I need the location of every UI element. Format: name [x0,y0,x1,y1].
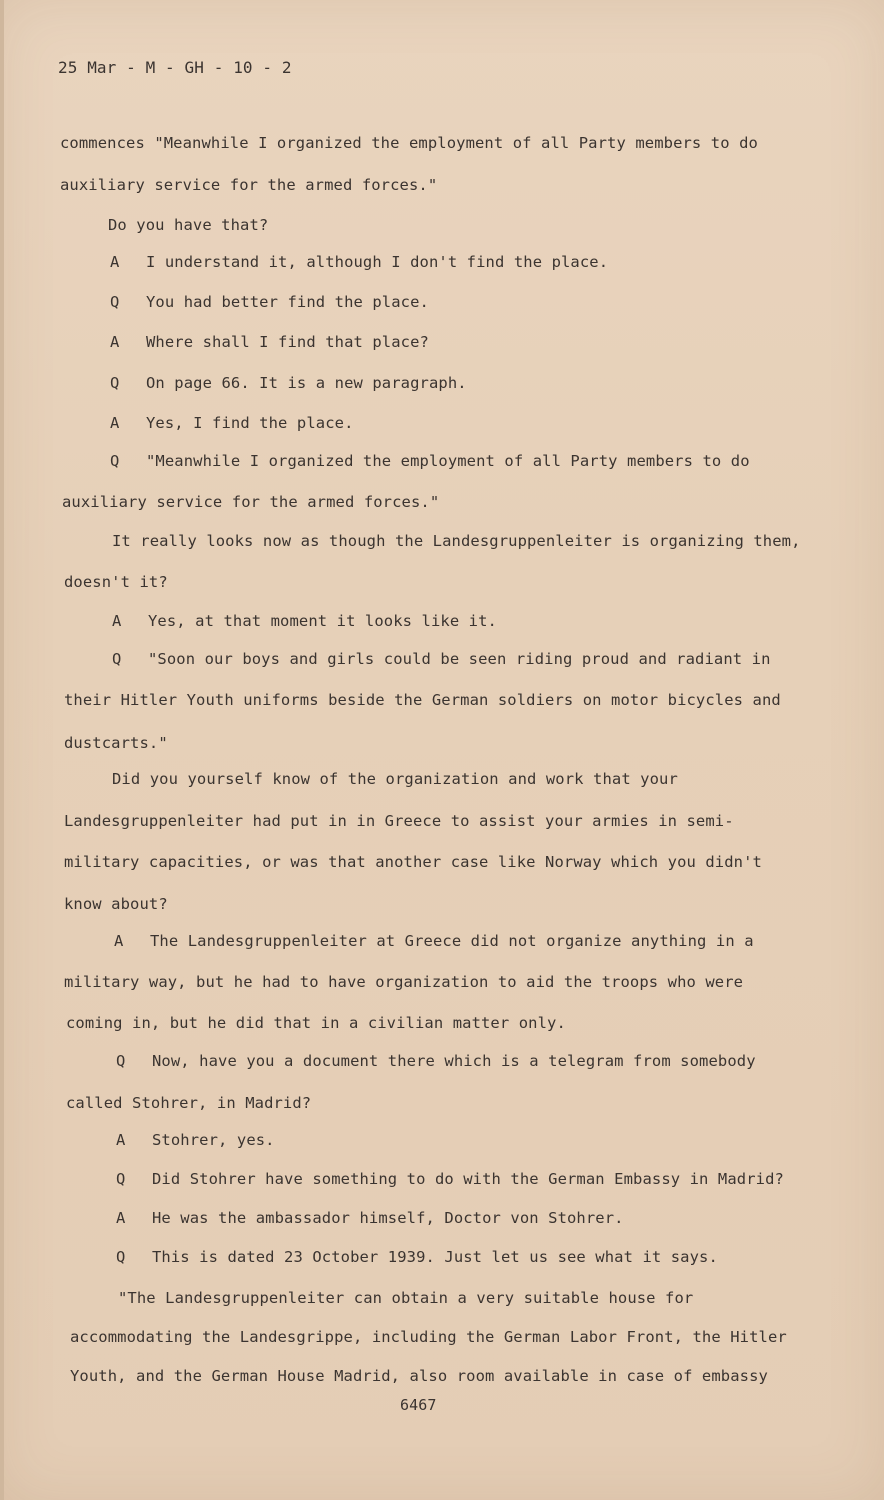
speaker-label: A [114,932,124,950]
transcript-line [114,932,754,950]
line-text: Yes, I find the place. [146,414,354,432]
transcript-line [64,573,168,591]
speaker-label: A [110,333,120,351]
line-text: military capacities, or was that another case like Norway which you didn't [64,853,762,871]
transcript-line [118,1289,693,1307]
transcript-line [62,493,439,511]
transcript-line [70,1328,787,1346]
transcript-line [66,1014,566,1032]
speaker-label: Q [110,452,120,470]
line-text: military way, but he had to have organization to aid the troops who were [64,973,744,991]
transcript-line [60,176,437,194]
line-text: On page 66. It is a new paragraph. [146,374,467,392]
line-text: called Stohrer, in Madrid? [66,1094,312,1112]
line-text: Youth, and the German House Madrid, also room available in case of embassy [70,1367,768,1385]
transcript-line [64,812,734,830]
line-text: their Hitler Youth uniforms beside the German soldiers on motor bicycles and [64,691,781,709]
line-text: "The Landesgruppenleiter can obtain a very suitable house for [118,1289,694,1307]
transcript-line [110,374,467,392]
line-text: Stohrer, yes. [152,1131,275,1149]
transcript-line [60,134,758,152]
page-header: 25 Mar - M - GH - 10 - 2 [58,58,292,77]
transcript-line [116,1170,784,1188]
speaker-label: Q [116,1248,126,1266]
page-number: 6467 [400,1396,437,1414]
line-text: coming in, but he did that in a civilian matter only. [66,1014,566,1032]
line-text: I understand it, although I don't find the place. [146,253,609,271]
speaker-label: A [110,414,120,432]
page-edge [0,0,4,1500]
transcript-line [70,1367,768,1385]
line-text: Where shall I find that place? [146,333,429,351]
line-text: know about? [64,895,168,913]
speaker-label: A [116,1209,126,1227]
transcript-line [64,973,743,991]
speaker-label: A [110,253,120,271]
line-text: Now, have you a document there which is a telegram from somebody [152,1052,756,1070]
speaker-label: Q [112,650,122,668]
line-text: Landesgruppenleiter had put in in Greece to assist your armies in semi- [64,812,734,830]
speaker-label: A [112,612,122,630]
line-text: commences "Meanwhile I organized the employment of all Party members to do [60,134,758,152]
line-text: Did you yourself know of the organization and work that your [112,770,678,788]
transcript-line [116,1052,756,1070]
transcript-line [64,734,168,752]
transcript-line [108,216,268,234]
line-text: Did Stohrer have something to do with the German Embassy in Madrid? [152,1170,784,1188]
line-text: "Meanwhile I organized the employment of all Party members to do [146,452,750,470]
line-text: You had better find the place. [146,293,429,311]
transcript-line [110,333,429,351]
transcript-line [66,1094,311,1112]
transcript-line [116,1248,718,1266]
transcript-line [116,1209,624,1227]
speaker-label: Q [116,1170,126,1188]
speaker-label: Q [116,1052,126,1070]
transcript-line [112,650,771,668]
line-text: It really looks now as though the Landesgruppenleiter is organizing them, [112,532,801,550]
line-text: auxiliary service for the armed forces." [62,493,440,511]
transcript-line [110,414,354,432]
line-text: The Landesgruppenleiter at Greece did not organize anything in a [150,932,754,950]
line-text: doesn't it? [64,573,168,591]
line-text: This is dated 23 October 1939. Just let us see what it says. [152,1248,718,1266]
line-text: auxiliary service for the armed forces." [60,176,438,194]
line-text: accommodating the Landesgrippe, including the German Labor Front, the Hitler [70,1328,787,1346]
speaker-label: Q [110,293,120,311]
transcript-line [112,532,801,550]
transcript-line [110,253,608,271]
transcript-line [110,293,429,311]
transcript-line [116,1131,275,1149]
transcript-line [110,452,750,470]
transcript-line [112,770,678,788]
transcript-line [112,612,497,630]
transcript-line [64,691,781,709]
line-text: "Soon our boys and girls could be seen riding proud and radiant in [148,650,771,668]
transcript-line [64,853,762,871]
transcript-line [64,895,168,913]
line-text: Yes, at that moment it looks like it. [148,612,497,630]
line-text: He was the ambassador himself, Doctor von Stohrer. [152,1209,624,1227]
line-text: dustcarts." [64,734,168,752]
speaker-label: Q [110,374,120,392]
line-text: Do you have that? [108,216,269,234]
speaker-label: A [116,1131,126,1149]
